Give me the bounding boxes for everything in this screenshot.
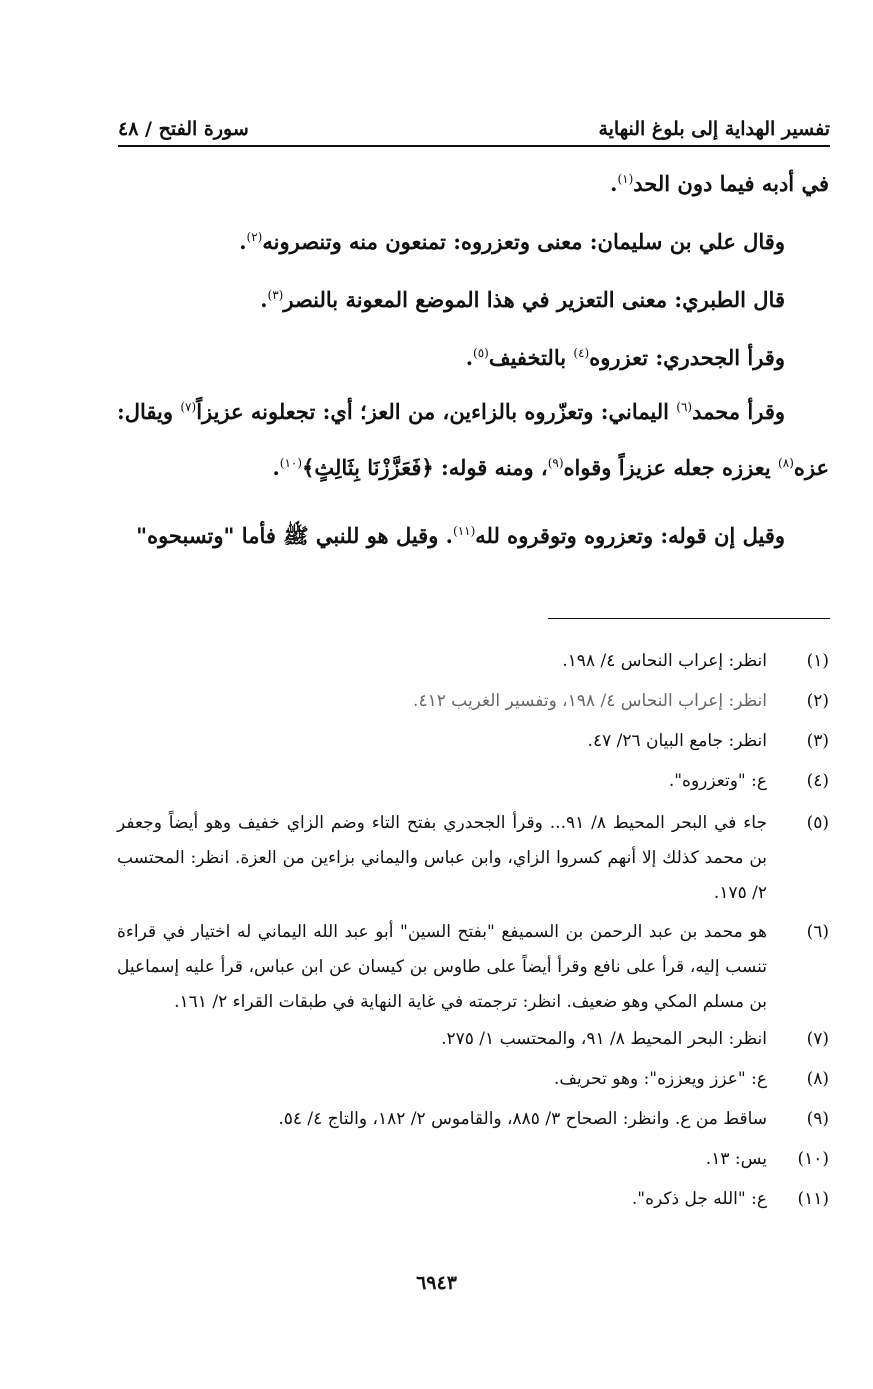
- footnote-number: (٨): [806, 1069, 829, 1089]
- footnote-ref[interactable]: (٢): [246, 230, 263, 244]
- footnotes: [117, 646, 829, 1224]
- footnote-number: (٤): [806, 771, 829, 791]
- footnote-text: ع: "وتعزروه".: [668, 771, 767, 791]
- footnote-ref[interactable]: (٨): [778, 456, 794, 470]
- paragraph-6: وقيل إن قوله: وتعزروه وتوقروه لله$^{(١١)}$. وقيل هو للنبي ﷺ فأما "وتسبحوه": [136, 523, 785, 548]
- book-title: تفسير الهداية إلى بلوغ النهاية: [598, 118, 830, 140]
- footnote-item: [117, 806, 829, 911]
- paragraph-1: في أدبه فيما دون الحد$^{(١)}$.: [610, 171, 829, 196]
- footnote-ref[interactable]: (٥): [473, 346, 489, 360]
- footnote-number: (٦): [806, 922, 829, 942]
- footnote-item: [117, 1024, 829, 1054]
- header-divider: [118, 145, 830, 147]
- footnote-number: (٣): [806, 731, 829, 751]
- footnote-item: [117, 915, 829, 1020]
- footnote-item: [117, 646, 829, 676]
- footnote-item: [117, 1104, 829, 1134]
- footnote-text: ع: "الله جل ذكره".: [631, 1189, 767, 1209]
- footnote-ref[interactable]: (١٠): [279, 456, 303, 470]
- footnote-ref[interactable]: (٣): [267, 288, 284, 302]
- footnote-item: [117, 726, 829, 756]
- footnote-ref[interactable]: (٤): [573, 346, 590, 360]
- footnote-number: (٢): [806, 691, 829, 711]
- paragraph-3: قال الطبري: معنى التعزير في هذا الموضع المعونة بالنصر$^{(٣)}$.: [260, 287, 785, 312]
- footnote-ref[interactable]: (٧): [180, 400, 197, 414]
- footnote-text: ساقط من ع. وانظر: الصحاح ٣/ ٨٨٥، والقاموس ٢/ ١٨٢، والتاج ٤/ ٥٤.: [278, 1109, 767, 1129]
- footnote-text: يس: ١٣.: [705, 1149, 767, 1169]
- footnote-item: [117, 686, 829, 716]
- footnote-text: جاء في البحر المحيط ٨/ ٩١... وقرأ الجحدري بفتح التاء وضم الزاي خفيف وهو أيضاً وجعفر بن محمد كذلك إلا أنهم كسروا الزاي، وابن عباس واليماني بزاءين من العزة. انظر: المحتسب ٢/ ١٧٥.: [117, 813, 767, 903]
- footnote-text: انظر: إعراب النحاس ٤/ ١٩٨.: [562, 651, 767, 671]
- footnote-item: [117, 766, 829, 796]
- footnote-number: (٥): [806, 813, 829, 833]
- footnote-number: (١٠): [797, 1149, 829, 1169]
- footnote-number: (١): [806, 651, 829, 671]
- paragraph-2: وقال علي بن سليمان: معنى وتعزروه: تمنعون منه وتنصرونه$^{(٢)}$.: [239, 229, 785, 254]
- footnote-divider: [548, 618, 830, 619]
- footnote-ref[interactable]: (٦): [676, 400, 693, 414]
- running-header: [118, 100, 830, 140]
- footnote-number: (١١): [797, 1189, 829, 1209]
- footnote-text: هو محمد بن عبد الرحمن بن السميفع "بفتح السين" أبو عبد الله اليماني له اختيار في قراءة تنسب إليه، قرأ على نافع وقرأ أيضاً على طاوس بن كيسان عن ابن عباس، قرأ عليه إسماعيل بن مسلم المكي وهو ضعيف. انظر: ترجمته في غاية النهاية في طبقات القراء ٢/ ١٦١.: [117, 922, 767, 1012]
- footnote-number: (٩): [806, 1109, 829, 1129]
- footnote-ref[interactable]: (١١): [453, 524, 476, 538]
- footnote-text: انظر: البحر المحيط ٨/ ٩١، والمحتسب ١/ ٢٧٥.: [441, 1029, 767, 1049]
- main-text: [117, 166, 829, 576]
- footnote-text: ع: "عزز ويعززه": وهو تحريف.: [554, 1069, 767, 1089]
- footnote-number: (٧): [806, 1029, 829, 1049]
- footnote-item: [117, 1144, 829, 1174]
- surah-label: سورة الفتح / ٤٨: [118, 118, 249, 140]
- footnote-item: [117, 1184, 829, 1214]
- footnote-ref[interactable]: (٩): [547, 456, 564, 470]
- footnote-text: انظر: إعراب النحاس ٤/ ١٩٨، وتفسير الغريب ٤١٢.: [413, 691, 767, 711]
- page-number: ٦٩٤٣: [416, 1272, 457, 1294]
- paragraph-5: وقرأ محمد$^{(٦)}$ اليماني: وتعزّروه بالزاءين، من العز؛ أي: تجعلونه عزيزاً$^{(٧)}$ ويقال: عزه$^{(٨)}$ يعززه جعله عزيزاً وقواه$^{(٩)}$، ومنه قوله: ﴿فَعَزَّزْنَا بِثَالِثٍ﴾$^{(١٠)}$.: [117, 399, 829, 480]
- footnote-item: [117, 1064, 829, 1094]
- footnote-ref[interactable]: (١): [617, 172, 634, 186]
- footnote-text: انظر: جامع البيان ٢٦/ ٤٧.: [587, 731, 767, 751]
- paragraph-4: وقرأ الجحدري: تعزروه$^{(٤)}$ بالتخفيف$^{(٥)}$.: [465, 345, 785, 370]
